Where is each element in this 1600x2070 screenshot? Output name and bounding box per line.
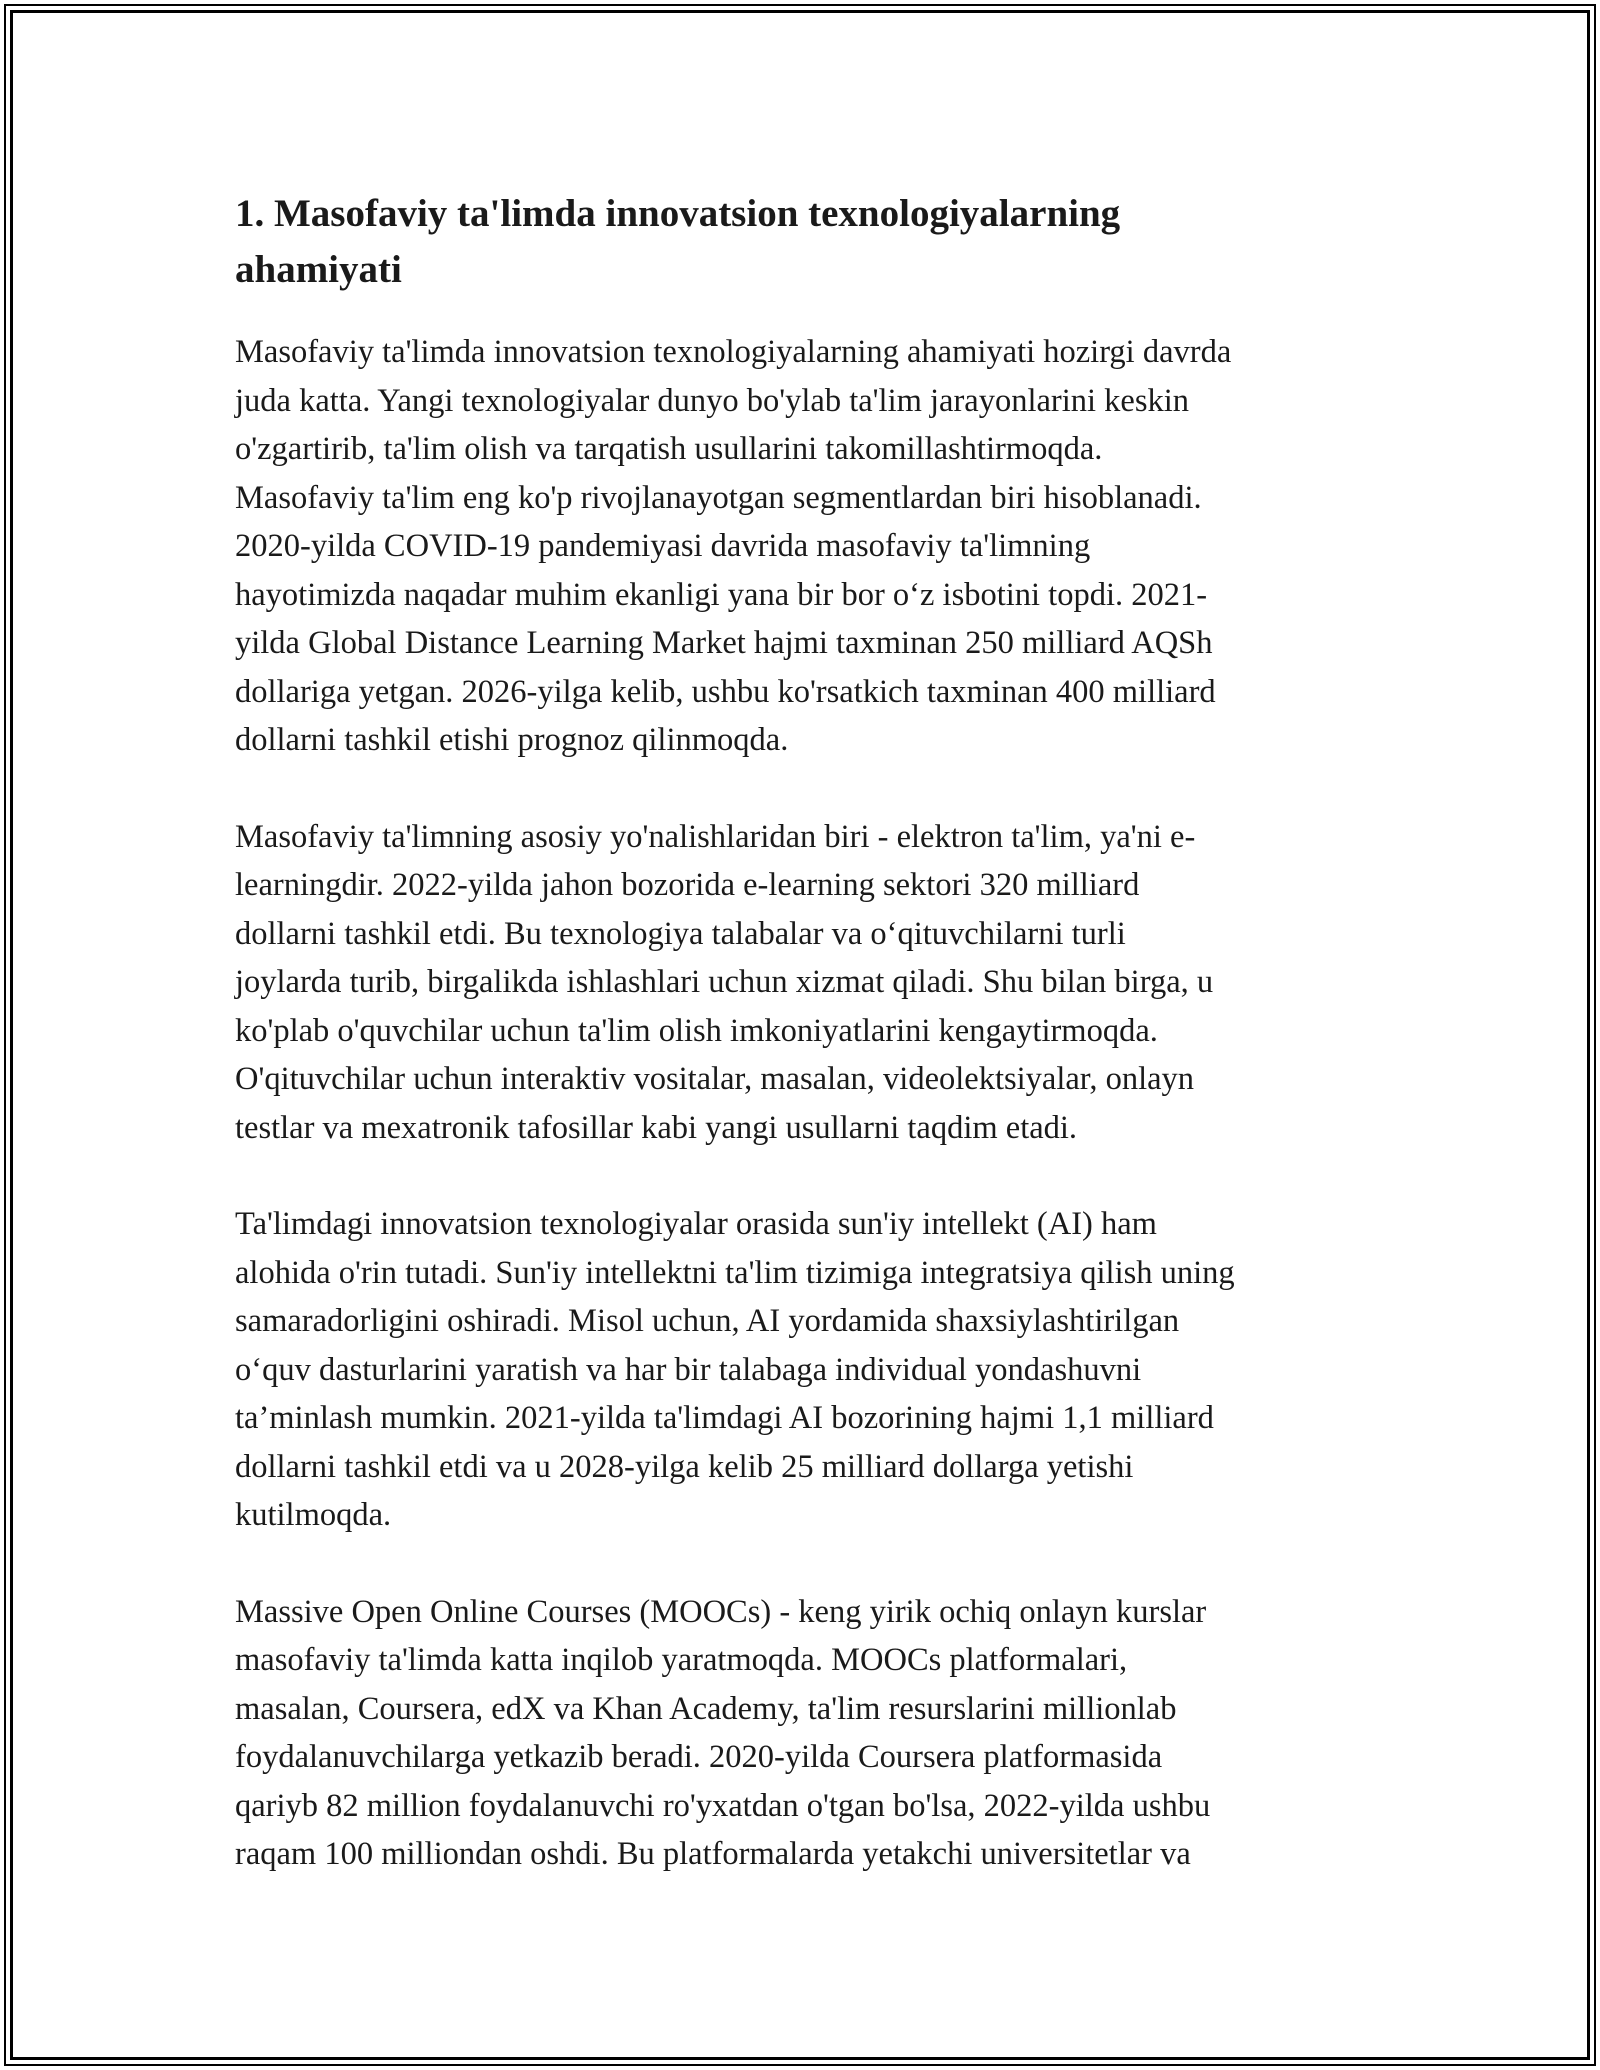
text-line: dollariga yetgan. 2026-yilga kelib, ushbu ko'rsatkich taxminan 400 milliard [235,673,1216,710]
paragraph-3 [235,1200,1385,1540]
text-line: yilda Global Distance Learning Market hajmi taxminan 250 milliard AQSh [235,625,1213,661]
text-line: Masofaviy ta'lim eng ko'p rivojlanayotgan segmentlardan biri hisoblanadi. [235,479,1202,516]
text-line: kutilmoqda. [235,1497,392,1533]
text-line: samaradorligini oshiradi. Misol uchun, AI yordamida shaxsiylashtirilgan [235,1303,1180,1339]
text-line: dollarni tashkil etdi va u 2028-yilga kelib 25 milliard dollarga yetishi [235,1448,1134,1485]
text-line: O'qituvchilar uchun interaktiv vositalar, masalan, videolektsiyalar, onlayn [235,1061,1195,1097]
text-line: dollarni tashkil etishi prognoz qilinmoqda. [235,722,789,758]
text-line: testlar va mexatronik tafosillar kabi yangi usullarni taqdim etadi. [235,1109,1078,1146]
text-line: ta’minlash mumkin. 2021-yilda ta'limdagi AI bozorining hajmi 1,1 milliard [235,1400,1214,1436]
text-line: joylarda turib, birgalikda ishlashlari uchun xizmat qiladi. Shu bilan birga, u [235,964,1214,1000]
text-line: ko'plab o'quvchilar uchun ta'lim olish imkoniyatlarini kengaytirmoqda. [235,1012,1158,1049]
text-line: Ta'limdagi innovatsion texnologiyalar orasida sun'iy intellekt (AI) ham [235,1206,1157,1242]
text-line: juda katta. Yangi texnologiyalar dunyo bo'ylab ta'lim jarayonlarini keskin [235,382,1190,419]
text-line: 2020-yilda COVID-19 pandemiyasi davrida masofaviy ta'limning [235,528,1091,564]
text-line: Masofaviy ta'limda innovatsion texnologiyalarning ahamiyati hozirgi davrda [235,334,1232,370]
text-line: dollarni tashkil etdi. Bu texnologiya talabalar va o‘qituvchilarni turli [235,915,1126,952]
heading-line: ahamiyati [235,248,402,291]
paragraph-2 [235,813,1385,1153]
text-line: raqam 100 milliondan oshdi. Bu platformalarda yetakchi universitetlar va [235,1836,1191,1872]
text-line: o'zgartirib, ta'lim olish va tarqatish usullarini takomillashtirmoqda. [235,431,1103,467]
text-line: hayotimizda naqadar muhim ekanligi yana bir bor o‘z isbotini topdi. 2021- [235,576,1208,613]
text-line: qariyb 82 million foydalanuvchi ro'yxatdan o'tgan bo'lsa, 2022-yilda ushbu [235,1787,1211,1824]
text-line: masofaviy ta'limda katta inqilob yaratmoqda. MOOCs platformalari, [235,1642,1128,1678]
text-line: o‘quv dasturlarini yaratish va har bir talabaga individual yondashuvni [235,1351,1142,1388]
text-line: Masofaviy ta'limning asosiy yo'nalishlaridan biri - elektron ta'lim, ya'ni e- [235,818,1196,855]
heading-line: 1. Masofaviy ta'limda innovatsion texnologiyalarning [235,192,1121,235]
document-body [235,186,1385,1927]
paragraph-4 [235,1588,1385,1879]
text-line: alohida o'rin tutadi. Sun'iy intellektni ta'lim tizimiga integratsiya qilish uning [235,1254,1235,1291]
paragraph-1 [235,328,1385,765]
text-line: foydalanuvchilarga yetkazib beradi. 2020-yilda Coursera platformasida [235,1739,1163,1775]
section-heading [235,186,1235,298]
text-line: learningdir. 2022-yilda jahon bozorida e-learning sektori 320 milliard [235,867,1140,903]
text-line: Massive Open Online Courses (MOOCs) - keng yirik ochiq onlayn kurslar [235,1593,1207,1630]
text-line: masalan, Coursera, edX va Khan Academy, ta'lim resurslarini millionlab [235,1690,1177,1727]
